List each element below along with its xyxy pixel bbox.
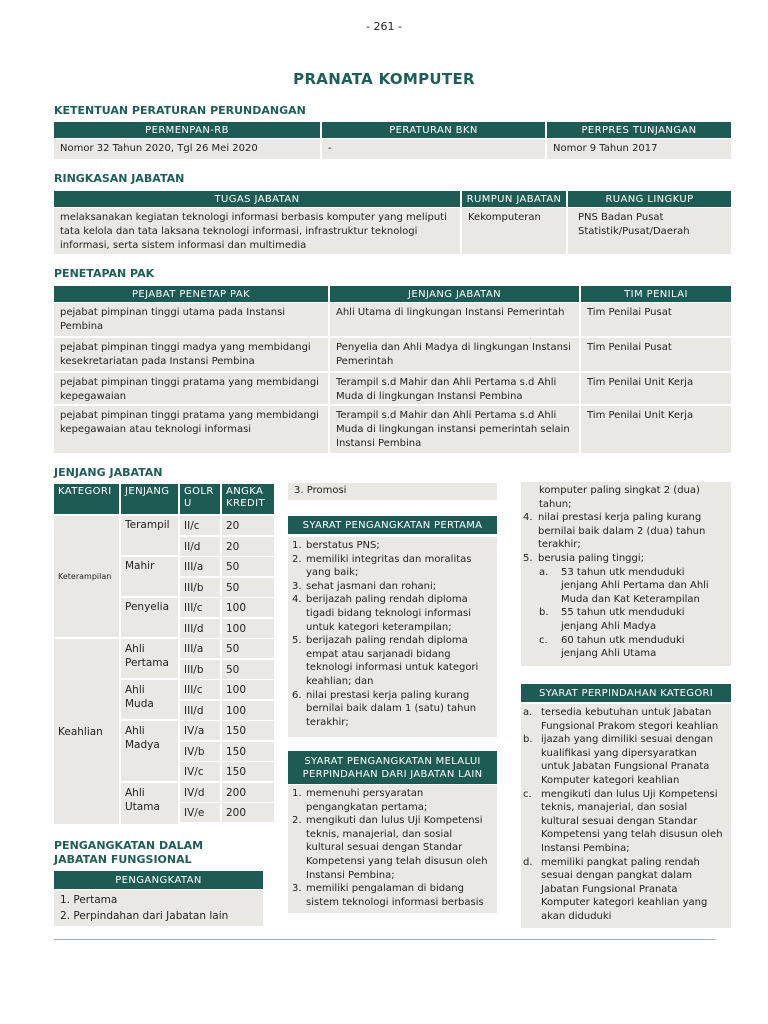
list-item-text: mengikuti dan lulus Uji Kompetensi teknis, manajerial, dan sosial kultural sesuai dengan Standar Kompetensi yang telah disusun oleh Instansi Pembina; (541, 788, 723, 854)
col-header-perpres: PERPRES TUNJANGAN (547, 122, 731, 138)
golru-cell: III/a (180, 557, 220, 576)
list-item-number: 4. (292, 594, 302, 606)
syarat-perpindahan-list (288, 785, 497, 913)
angka-kredit-cell: 150 (222, 721, 274, 740)
list-item-number: 5. (523, 552, 533, 564)
pengangkatan-item: 1. Pertama (60, 894, 118, 906)
jj-header-kategori: KATEGORI (54, 484, 119, 514)
pak-row-1-pejabat: pejabat pimpinan tinggi utama pada Instansi Pembina (54, 303, 328, 336)
promosi-item: 3. Promosi (288, 483, 497, 500)
list-item (288, 634, 489, 688)
list-item-text: berstatus PNS; (306, 540, 380, 551)
list-item-number: 1. (292, 540, 302, 551)
list-item-text: 53 tahun utk menduduki jenjang Ahli Pertama dan Ahli Muda dan Kat Keterampilan (561, 566, 709, 605)
pak-row-2-pejabat: pejabat pimpinan tinggi madya yang membidangi kesekretariatan pada Instansi Pembina (54, 338, 328, 371)
kategori-keterampilan: Keterampilan (54, 516, 119, 637)
pak-row-4-pejabat: pejabat pimpinan tinggi pratama yang membidangi kepegawaian atau teknologi informasi (54, 406, 328, 453)
jenjang-ahli-muda: Ahli Muda (121, 680, 178, 719)
list-item (288, 882, 489, 909)
golru-cell: IV/c (180, 762, 220, 781)
jenjang-terampil: Terampil (121, 516, 178, 555)
list-item-text: memiliki integritas dan moralitas yang baik; (306, 553, 472, 579)
list-item-number: 3. (292, 883, 302, 895)
col-header-tugas: TUGAS JABATAN (54, 191, 460, 207)
list-item-text: ijazah yang dimiliki sesuai dengan kualifikasi yang dipersyaratkan untuk Jabatan Fungsional Pranata Komputer kategori keahlian (541, 734, 714, 786)
list-item (288, 593, 489, 634)
angka-kredit-cell: 150 (222, 762, 274, 781)
section-heading-pak: PENETAPAN PAK (54, 267, 155, 280)
angka-kredit-cell: 20 (222, 537, 274, 556)
col-header-ruang: RUANG LINGKUP (568, 191, 731, 207)
angka-kredit-cell: 150 (222, 742, 274, 761)
pak-row-2-tim: Tim Penilai Pusat (581, 338, 731, 371)
list-item-number: a. (523, 707, 533, 718)
footer-divider (54, 939, 716, 940)
section-heading-jenjang: JENJANG JABATAN (54, 466, 163, 479)
list-item (288, 580, 489, 594)
golru-cell: IV/d (180, 783, 220, 802)
pak-row-3-pejabat: pejabat pimpinan tinggi pratama yang membidangi kepegawaian (54, 373, 328, 404)
page-number: - 261 - (366, 20, 402, 33)
syarat-kategori-list (521, 704, 731, 928)
pak-row-2-jenjang: Penyelia dan Ahli Madya di lingkungan Instansi Pemerintah (330, 338, 579, 371)
pak-row-4-jenjang: Terampil s.d Mahir dan Ahli Pertama s.d Ahli Muda di lingkungan instansi pemerintah selain Instansi Pembina (330, 406, 579, 453)
syarat-kategori-header: SYARAT PERPINDAHAN KATEGORI (521, 684, 731, 702)
list-item (288, 689, 489, 730)
pak-row-1-jenjang: Ahli Utama di lingkungan Instansi Pemerintah (330, 303, 579, 336)
pak-row-3-jenjang: Terampil s.d Mahir dan Ahli Pertama s.d Ahli Muda di lingkungan Instansi Pembina (330, 373, 579, 404)
list-item-number: a. (539, 566, 549, 578)
angka-kredit-cell: 20 (222, 516, 274, 535)
ruang-lingkup-text: PNS Badan Pusat Statistik/Pusat/Daerah (568, 208, 731, 254)
golru-cell: III/d (180, 701, 220, 720)
list-item-text: nilai prestasi kerja paling kurang bernilai baik dalam 1 (satu) tahun terakhir; (306, 689, 477, 728)
list-item-text: sehat jasmani dan rohani; (306, 580, 437, 592)
list-item (288, 814, 489, 882)
list-item-number: 3. (292, 580, 302, 592)
angka-kredit-cell: 50 (222, 557, 274, 576)
ketentuan-permenpan-value: Nomor 32 Tahun 2020, Tgl 26 Mei 2020 (54, 139, 320, 159)
list-item-number: 5. (292, 635, 302, 647)
list-item (521, 606, 723, 633)
list-item (521, 788, 723, 856)
jj-header-jenjang: JENJANG (121, 484, 178, 514)
section-heading-pengangkatan: PENGANGKATAN DALAM JABATAN FUNGSIONAL (54, 839, 204, 866)
golru-cell: IV/a (180, 721, 220, 740)
section-heading-ringkasan: RINGKASAN JABATAN (54, 172, 185, 185)
jj-header-golru: GOLRU (180, 484, 220, 514)
list-item-number: c. (523, 788, 532, 800)
page-title: PRANATA KOMPUTER (293, 70, 475, 88)
list-item (521, 566, 723, 607)
angka-kredit-cell: 200 (222, 783, 274, 802)
list-item-text: 60 tahun utk menduduki jenjang Ahli Utama (561, 634, 685, 660)
golru-cell: III/d (180, 619, 220, 638)
golru-cell: II/d (180, 537, 220, 556)
list-item-number: c. (539, 634, 548, 646)
pengangkatan-item: 2. Perpindahan dari Jabatan lain (60, 910, 229, 922)
list-item-number: 2. (292, 815, 302, 827)
list-item-number: 4. (523, 512, 533, 524)
list-item-number: b. (539, 607, 549, 619)
pak-row-3-tim: Tim Penilai Unit Kerja (581, 373, 731, 404)
list-item-text: memiliki pengalaman di bidang sistem teknologi informasi berbasis (306, 883, 484, 908)
jenjang-ahli-utama: Ahli Utama (121, 783, 178, 824)
list-item-text: mengikuti dan lulus Uji Kompetensi teknis, manajerial, dan sosial kultural sesuai dengan Standar Kompetensi yang telah disusun oleh Instansi Pembina; (306, 815, 488, 881)
golru-cell: III/a (180, 639, 220, 658)
col-header-peraturan-bkn: PERATURAN BKN (322, 122, 545, 138)
list-item-text: berijazah paling rendah diploma tigadi bidang teknologi informasi untuk kategori keterampilan; (306, 594, 472, 633)
list-item (521, 733, 723, 787)
list-item-text: nilai prestasi kerja paling kurang bernilai baik dalam 2 (dua) tahun terakhir; (538, 512, 706, 551)
golru-cell: III/c (180, 680, 220, 699)
col-header-permenpan: PERMENPAN-RB (54, 122, 320, 138)
list-item (288, 539, 489, 553)
jenjang-ahli-pertama: Ahli Pertama (121, 639, 178, 678)
col-header-tim-penilai: TIM PENILAI (581, 286, 731, 302)
angka-kredit-cell: 50 (222, 660, 274, 679)
ketentuan-bkn-value: - (322, 139, 545, 159)
angka-kredit-cell: 50 (222, 639, 274, 658)
list-item (521, 552, 723, 566)
jenjang-mahir: Mahir (121, 557, 178, 596)
syarat-lanjutan-list (521, 482, 731, 666)
col-header-rumpun: RUMPUN JABATAN (462, 191, 566, 207)
list-item-number: b. (523, 734, 533, 746)
list-item-text: memiliki pangkat paling rendah sesuai dengan pangkat dalam Jabatan Fungsional Pranata Komputer kategori keahlian yang akan diduduki (541, 856, 708, 922)
angka-kredit-cell: 200 (222, 803, 274, 822)
angka-kredit-cell: 100 (222, 680, 274, 699)
kategori-keahlian: Keahlian (54, 639, 119, 824)
tugas-jabatan-text: melaksanakan kegiatan teknologi informasi berbasis komputer yang meliputi tata kelola dan tata laksana teknologi informasi, infrastruktur teknologi informasi, serta sistem informasi dan multimedia (54, 208, 460, 254)
list-item-text: 55 tahun utk menduduki jenjang Ahli Madya (561, 607, 685, 632)
list-item (521, 856, 723, 924)
col-header-pejabat: PEJABAT PENETAP PAK (54, 286, 328, 302)
angka-kredit-cell: 50 (222, 578, 274, 597)
list-item-number: 6. (292, 689, 302, 701)
list-item (288, 553, 489, 580)
angka-kredit-cell: 100 (222, 701, 274, 720)
syarat-perpindahan-header: SYARAT PENGANGKATAN MELALUI PERPINDAHAN DARI JABATAN LAIN (288, 751, 497, 784)
jj-header-angka-kredit: ANGKA KREDIT (222, 484, 274, 514)
syarat-pertama-list (288, 537, 497, 737)
golru-cell: IV/e (180, 803, 220, 822)
pengangkatan-header: PENGANGKATAN (54, 871, 263, 889)
ketentuan-perpres-value: Nomor 9 Tahun 2017 (547, 139, 731, 159)
golru-cell: II/c (180, 516, 220, 535)
list-item (521, 634, 723, 661)
list-item-number: 2. (292, 553, 302, 565)
list-item-number: d. (523, 856, 533, 868)
col-header-jenjang: JENJANG JABATAN (330, 286, 579, 302)
golru-cell: III/b (180, 578, 220, 597)
jenjang-penyelia: Penyelia (121, 598, 178, 637)
syarat-pertama-header: SYARAT PENGANGKATAN PERTAMA (288, 516, 497, 534)
rumpun-jabatan-text: Kekomputeran (462, 208, 566, 254)
golru-cell: IV/b (180, 742, 220, 761)
angka-kredit-cell: 100 (222, 598, 274, 617)
list-item (521, 706, 723, 733)
pak-row-1-tim: Tim Penilai Pusat (581, 303, 731, 336)
pengangkatan-list (54, 890, 263, 926)
list-item-number: 1. (292, 788, 302, 799)
golru-cell: III/b (180, 660, 220, 679)
list-item-text: memenuhi persyaratan pengangkatan pertama; (306, 788, 428, 813)
lanjutan-cont-text: komputer paling singkat 2 (dua) tahun; (539, 485, 700, 510)
jenjang-ahli-madya: Ahli Madya (121, 721, 178, 781)
list-item-text: berusia paling tinggi; (538, 552, 645, 564)
list-item (521, 511, 723, 552)
list-item (288, 787, 489, 814)
angka-kredit-cell: 100 (222, 619, 274, 638)
section-heading-ketentuan: KETENTUAN PERATURAN PERUNDANGAN (54, 104, 306, 117)
list-item-text: tersedia kebutuhan untuk Jabatan Fungsional Prakom stegori keahlian (541, 707, 719, 732)
pak-row-4-tim: Tim Penilai Unit Kerja (581, 406, 731, 453)
list-item-text: berijazah paling rendah diploma empat atau sarjanadi bidang teknologi informasi untuk kategori keahlian; dan (306, 635, 479, 687)
golru-cell: III/c (180, 598, 220, 617)
